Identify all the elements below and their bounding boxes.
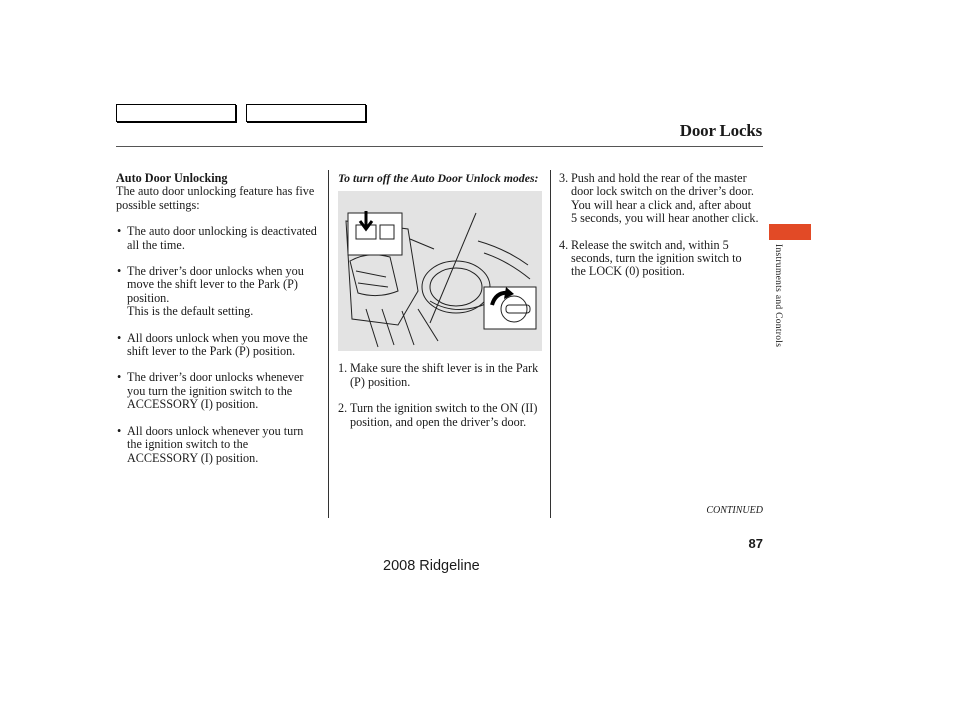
right-column <box>559 172 759 279</box>
left-column <box>116 172 321 465</box>
list-item: 1. Make sure the shift lever is in the Park (P) position. <box>338 361 539 389</box>
list-item: • All doors unlock when you move the shift lever to the Park (P) position. <box>116 332 321 359</box>
page-number: 87 <box>748 536 763 551</box>
list-item: • The driver’s door unlocks when you move the shift lever to the Park (P) position. This is the default setting. <box>116 265 321 319</box>
list-item: 3. Push and hold the rear of the master door lock switch on the driver’s door. You will hear a click and, after about 5 seconds, you will hear another click. <box>559 171 759 226</box>
procedure-heading: To turn off the Auto Door Unlock modes: <box>338 171 539 185</box>
settings-list <box>116 225 321 465</box>
section-heading: Auto Door Unlocking <box>116 171 228 185</box>
list-item: 4. Release the switch and, within 5 seconds, turn the ignition switch to the LOCK (0) position. <box>559 237 742 279</box>
section-label: Instruments and Controls <box>773 244 783 348</box>
steps-list-2 <box>559 172 759 279</box>
door-lock-illustration <box>338 191 542 351</box>
nav-button-2[interactable] <box>246 104 366 122</box>
list-item: 2. Turn the ignition switch to the ON (II) position, and open the driver’s door. <box>338 401 538 429</box>
column-divider-1 <box>328 170 329 518</box>
page-title: Door Locks <box>679 121 762 140</box>
continued-label: CONTINUED <box>706 505 763 516</box>
section-tab <box>769 224 811 240</box>
title-divider <box>116 146 763 147</box>
middle-column <box>338 172 543 429</box>
list-item: • The auto door unlocking is deactivated all the time. <box>116 225 321 252</box>
illustration-drawing <box>338 191 542 351</box>
intro-paragraph: The auto door unlocking feature has five possible settings: <box>116 184 315 212</box>
default-note: This is the default setting. <box>127 304 254 319</box>
list-item: • All doors unlock whenever you turn the ignition switch to the ACCESSORY (I) position. <box>116 425 321 465</box>
nav-button-1[interactable] <box>116 104 236 122</box>
list-item: • The driver’s door unlocks whenever you turn the ignition switch to the ACCESSORY (I) position. <box>116 371 321 411</box>
steps-list-1 <box>338 362 543 429</box>
footer-model-name: 2008 Ridgeline <box>383 558 480 574</box>
column-divider-2 <box>550 170 551 518</box>
